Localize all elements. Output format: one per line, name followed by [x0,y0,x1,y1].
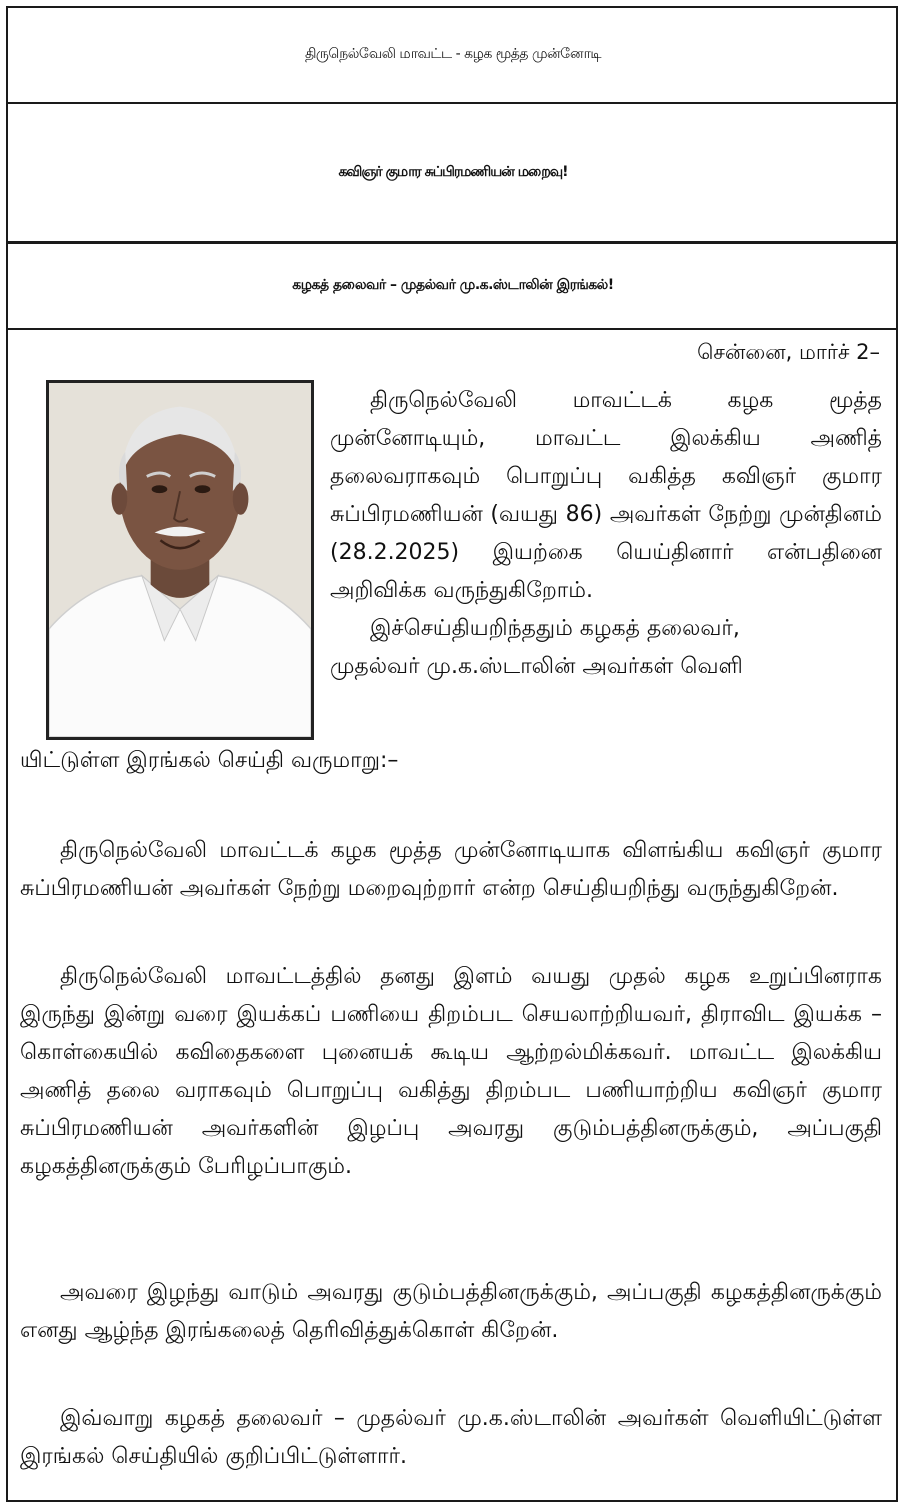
intro-text: திருநெல்வேலி மாவட்டக் கழக மூத்த முன்னோடியும், மாவட்ட இலக்கிய அணித் தலைவராகவும் பொறுப்பு வகித்த கவிஞர் குமார சுப்பிரமணியன் (வயது 86) அவர்கள் நேற்று முன்தினம் (28.2.2025) இயற்கை யெய்தினார் என்பதினை அறிவிக்க வருந்துகிறோம். [330,388,882,603]
statement-paragraph-1 [20,832,882,908]
statement-paragraph-3 [20,1274,882,1350]
article-subheadline: கழகத் தலைவர் – முதல்வர் மு.க.ஸ்டாலின் இரங்கல்! [8,244,898,330]
statement-text-1: திருநெல்வேலி மாவட்டக் கழக மூத்த முன்னோடியாக விளங்கிய கவிஞர் குமார சுப்பிரமணியன் அவர்கள் நேற்று மறைவுற்றார் என்ற செய்தியறிந்து வருந்துகிறேன். [20,838,882,901]
portrait-illustration [49,383,311,737]
statement-paragraph-2 [20,958,882,1186]
portrait-photo [46,380,314,740]
reaction-lead-line: இச்செய்தியறிந்ததும் கழகத் தலைவர், [370,616,740,641]
intro-paragraph [330,382,882,686]
closing-paragraph [20,1400,882,1476]
closing-text: இவ்வாறு கழகத் தலைவர் – முதல்வர் மு.க.ஸ்டாலின் அவர்கள் வெளியிட்டுள்ள இரங்கல் செய்தியில் குறிப்பிட்டுள்ளார். [20,1406,882,1469]
reaction-second-line: முதல்வர் மு.க.ஸ்டாலின் அவர்கள் வெளி [330,654,743,679]
statement-text-2: திருநெல்வேலி மாவட்டத்தில் தனது இளம் வயது முதல் கழக உறுப்பினராக இருந்து இன்று வரை இயக்கப் பணியை திறம்பட செயலாற்றியவர், திராவிட இயக்க – கொள்கையில் கவிதைகளை புனையக் கூடிய ஆற்றல்மிக்கவர். மாவட்ட இலக்கிய அணித் தலை வராகவும் பொறுப்பு வகித்து திறம்பட பணியாற்றிய கவிஞர் குமார சுப்பிரமணியன் அவர்களின் இழப்பு அவரது குடும்பத்தினருக்கும், அப்பகுதி கழகத்தினருக்கும் பேரிழப்பாகும். [20,964,882,1179]
statement-text-3: அவரை இழந்து வாடும் அவரது குடும்பத்தினருக்கும், அப்பகுதி கழகத்தினருக்கும் எனது ஆழ்ந்த இரங்கலைத் தெரிவித்துக்கொள் கிறேன். [20,1280,882,1343]
article-kicker: திருநெல்வேலி மாவட்ட - கழக மூத்த முன்னோடி [8,8,898,104]
article-headline: கவிஞர் குமார சுப்பிரமணியன் மறைவு! [8,104,898,244]
reaction-continuation [20,742,882,780]
dateline: சென்னை, மார்ச் 2– [697,340,880,364]
reaction-third-line: யிட்டுள்ள இரங்கல் செய்தி வருமாறு:– [20,748,399,773]
